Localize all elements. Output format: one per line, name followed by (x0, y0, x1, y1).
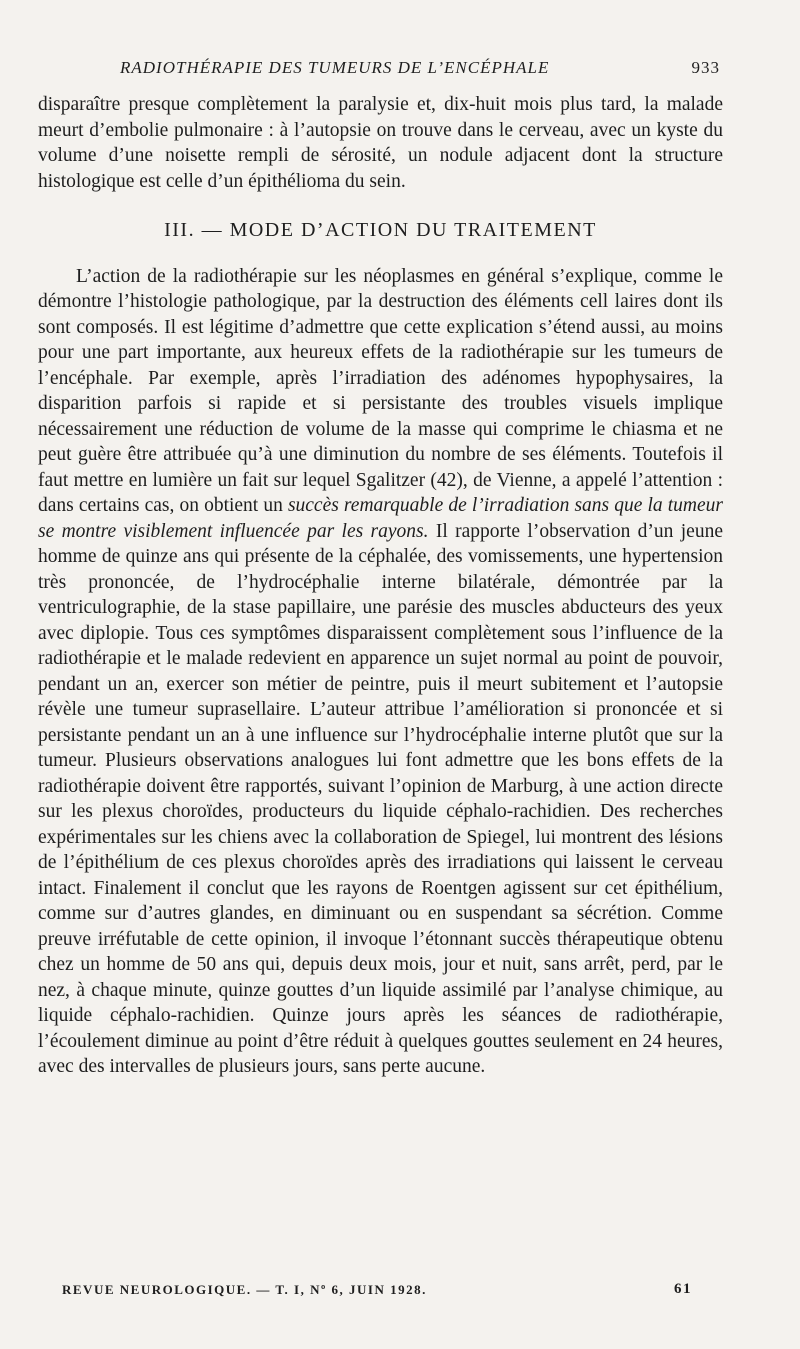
page-footer (62, 1282, 692, 1298)
continuation-paragraph: disparaître presque complètement la paralysie et, dix-huit mois plus tard, la malade meurt d’embolie pulmonaire : à l’autopsie on trouve dans le cerveau, avec un kyste du volume d’une noisette rempli de sérosité, un nodule adjacent dont la structure histologique est celle d’un épithélioma du sein. (38, 94, 723, 192)
text-column (38, 92, 723, 1080)
italic-quote: succès remarquable de l’irradiation sans que la tumeur se montre visiblement influencée par les rayons. (38, 495, 724, 542)
paragraph-text-end: Il rapporte l’observation d’un jeune homme de quinze ans qui présente de la céphalée, des vomissements, une hypertension très prononcée, de l’hydrocéphalie interne bilatérale, démontrée par la ventriculographie, de la stase papillaire, une parésie des muscles abducteurs des yeux avec diplopie. Tous ces symptômes disparaissent complètement sous l’influence de la radiothérapie et le malade redevient en apparence un sujet normal au point de pouvoir, pendant un an, exercer son métier de peintre, puis il meurt subitement et l’autopsie révèle une tumeur suprasellaire. L’auteur attribue l’amélioration si prononcée et si persistante pendant un an à une influence sur l’hydrocéphalie interne plutôt que sur la tumeur. Plusieurs observations analogues lui font admettre que les bons effets de la radiothérapie doivent être rapportés, suivant l’opinion de Marburg, à une action directe sur les plexus choroïdes, producteurs du liquide céphalo-rachidien. Des recherches expérimentales sur les chiens avec la collaboration de Spiegel, lui montrent des lésions de l’épithélium de ces plexus choroïdes après des irradiations qui laissent le cerveau intact. Finalement il conclut que les rayons de Roentgen agissent sur cet épithélium, comme sur d’autres glandes, en diminuant ou en suspendant sa sécrétion. Comme preuve irréfutable de cette opinion, il invoque l’étonnant succès thérapeutique obtenu chez un homme de 50 ans qui, depuis deux mois, jour et nuit, sans arrêt, perd, par le nez, à chaque minute, quinze gouttes d’un liquide assimilé par l’analyse chimique, au liquide céphalo-rachidien. Quinze jours après les séances de radiothérapie, l’écoulement diminue au point d’être réduit à quelques gouttes seulement en 24 heures, avec des intervalles de plusieurs jours, sans perte aucune. (38, 520, 723, 1077)
paragraph-text-start: L’action de la radiothérapie sur les néoplasmes en général s’explique, comme le démontre l’histologie pathologique, par la destruction des éléments cell laires dont ils sont composés. Il est légitime d’admettre que cette explication s’étend aussi, au moins pour une part importante, aux heureux effets de la radiothérapie sur les tumeurs de l’encéphale. Par exemple, après l’irradiation des adénomes hypophysaires, la disparition parfois si rapide et si persistante des troubles visuels implique nécessairement une réduction de volume de la masse qui comprime le chiasma et ne peut guère être attribuée qu’à une diminution du nombre de ses éléments. Toutefois il faut mettre en lumière un fait sur lequel Sgalitzer (42), de Vienne, a appelé l’attention : dans certains cas, on obtient un (38, 265, 723, 516)
page-number: 933 (691, 58, 720, 77)
running-head-title: RADIOTHÉRAPIE DES TUMEURS DE L’ENCÉPHALE (120, 58, 550, 77)
body-paragraph (38, 264, 723, 1080)
sheet-number: 61 (674, 1281, 692, 1297)
journal-citation: REVUE NEUROLOGIQUE. — T. I, Nº 6, JUIN 1928. (62, 1282, 427, 1297)
section-heading: III. — MODE D’ACTION DU TRAITEMENT (164, 219, 597, 241)
